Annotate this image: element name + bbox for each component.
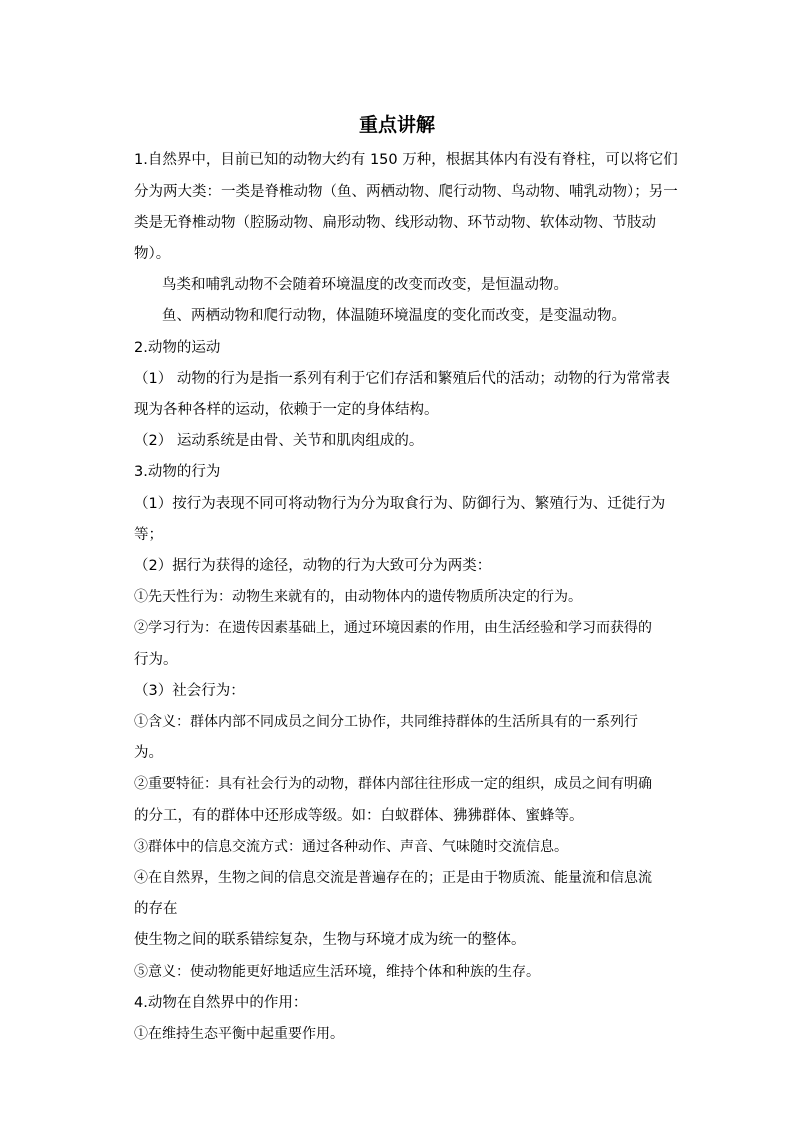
text-line: ①先天性行为：动物生来就有的，由动物体内的遗传物质所决定的行为。 xyxy=(134,589,582,605)
text-line: 为。 xyxy=(134,745,163,761)
text-line: 物）。 xyxy=(134,246,171,262)
text-line: 1.自然界中，目前已知的动物大约有 150 万种，根据其体内有没有脊柱，可以将它们 xyxy=(134,152,678,168)
text-line: ③群体中的信息交流方式：通过各种动作、声音、气味随时交流信息。 xyxy=(134,839,568,855)
text-line: 行为。 xyxy=(134,652,178,668)
text-line: （2）据行为获得的途径，动物的行为大致可分为两类： xyxy=(134,558,492,574)
text-line: ④在自然界，生物之间的信息交流是普遍存在的；正是由于物质流、能量流和信息流 xyxy=(134,870,652,886)
text-line: ①在维持生态平衡中起重要作用。 xyxy=(134,1026,344,1042)
text-line: ①含义：群体内部不同成员之间分工协作，共同维持群体的生活所具有的一系列行 xyxy=(134,714,638,730)
text-line: 类是无脊椎动物（腔肠动物、扁形动物、线形动物、环节动物、软体动物、节肢动 xyxy=(134,215,656,231)
text-line: 等； xyxy=(134,527,163,543)
section-heading: 4.动物在自然界中的作用： xyxy=(134,995,308,1011)
text-line: （1） 动物的行为是指一系列有利于它们存活和繁殖后代的活动；动物的行为常常表 xyxy=(134,371,670,387)
text-line: 分为两大类：一类是脊椎动物（鱼、两栖动物、爬行动物、鸟动物、哺乳动物）；另一 xyxy=(134,184,678,200)
section-heading: 3.动物的行为 xyxy=(134,464,221,480)
text-line: （2） 运动系统是由骨、关节和肌肉组成的。 xyxy=(134,433,424,449)
text-line: ②重要特征：具有社会行为的动物，群体内部往往形成一定的组织，成员之间有明确 xyxy=(134,776,652,792)
section-heading: 2.动物的运动 xyxy=(134,340,221,356)
text-line: 鸟类和哺乳动物不会随着环境温度的改变而改变，是恒温动物。 xyxy=(162,277,568,293)
text-line: 使生物之间的联系错综复杂，生物与环境才成为统一的整体。 xyxy=(134,932,526,948)
text-line: 现为各种各样的运动，依赖于一定的身体结构。 xyxy=(134,402,439,418)
text-line: ②学习行为：在遗传因素基础上，通过环境因素的作用，由生活经验和学习而获得的 xyxy=(134,620,652,636)
text-line: 鱼、两栖动物和爬行动物，体温随环境温度的变化而改变，是变温动物。 xyxy=(162,308,626,324)
text-line: ⑤意义：使动物能更好地适应生活环境，维持个体和种族的生存。 xyxy=(134,964,540,980)
text-line: 的存在 xyxy=(134,901,178,917)
text-line: （3）社会行为： xyxy=(134,683,245,699)
text-line: （1）按行为表现不同可将动物行为分为取食行为、防御行为、繁殖行为、迁徙行为 xyxy=(134,496,666,512)
page-title: 重点讲解 xyxy=(358,114,435,136)
text-line: 的分工，有的群体中还形成等级。如：白蚁群体、狒狒群体、蜜蜂等。 xyxy=(134,808,584,824)
